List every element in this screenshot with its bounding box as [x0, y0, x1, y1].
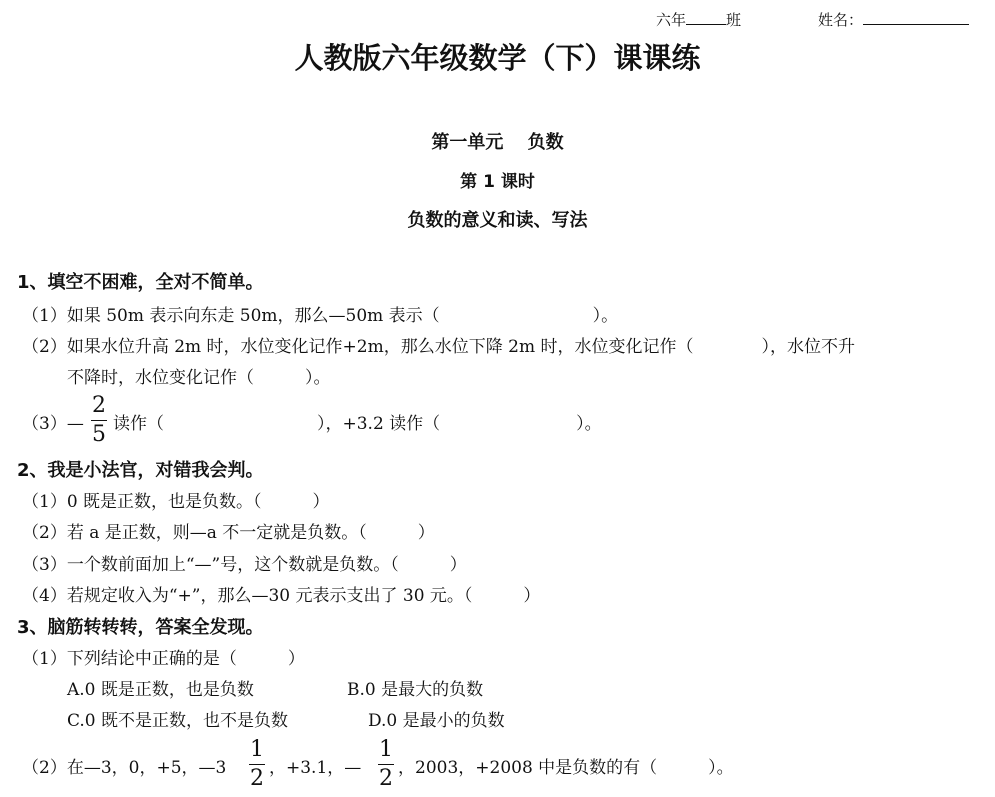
- section1-question-1: （1）如果 50m 表示向东走 50m，那么—50m 表示（ ）。: [22, 306, 619, 326]
- fraction-numerator: 2: [92, 393, 106, 418]
- class-field: [656, 9, 741, 30]
- section2-item: （3）一个数前面加上“—”号，这个数就是负数。（ ）: [22, 555, 467, 575]
- name-blank[interactable]: [863, 9, 969, 25]
- section3-question-2-part3: ，2003，+2008 中是负数的有（ ）。: [398, 758, 734, 778]
- section1-question-2-line2: 不降时，水位变化记作（ ）。: [67, 368, 331, 388]
- option-a: A.0 既是正数，也是负数: [67, 680, 254, 700]
- unit-title: 第一单元 负数: [431, 132, 564, 153]
- lesson-topic: 负数的意义和读、写法: [407, 210, 588, 231]
- fraction-bar: [91, 420, 107, 421]
- section1-question-3-prefix: （3）—: [22, 414, 84, 434]
- fraction-numerator: 1: [379, 737, 393, 762]
- grade-prefix: 六年: [656, 11, 687, 29]
- section1-question-3-rest: 读作（ ），+3.2 读作（ ）。: [113, 414, 602, 434]
- section3-heading: 3、脑筋转转转，答案全发现。: [17, 617, 264, 638]
- class-blank[interactable]: [686, 9, 726, 25]
- option-d: D.0 是最小的负数: [368, 711, 505, 731]
- section2-heading: 2、我是小法官，对错我会判。: [17, 460, 264, 481]
- name-label: 姓名：: [818, 11, 864, 29]
- fraction-bar: [378, 764, 394, 765]
- fraction-two-fifths: [91, 393, 107, 448]
- lesson-title: 第 1 课时: [460, 172, 535, 192]
- section3-question-2-part1: （2）在—3，0，+5，—3: [22, 758, 227, 778]
- option-b: B.0 是最大的负数: [347, 680, 484, 700]
- section2-item: （1）0 既是正数，也是负数。（ ）: [22, 492, 330, 512]
- fraction-one-half: [249, 737, 265, 792]
- page-title: 人教版六年级数学（下）课课练: [294, 41, 701, 75]
- fraction-bar: [249, 764, 265, 765]
- fraction-one-half: [378, 737, 394, 792]
- section2-item: （4）若规定收入为“+”，那么—30 元表示支出了 30 元。（ ）: [22, 586, 541, 606]
- fraction-denominator: 5: [92, 422, 106, 447]
- section1-heading: 1、填空不困难，全对不简单。: [17, 272, 264, 293]
- section3-question-2-part2: ，+3.1，—: [269, 758, 362, 778]
- option-c: C.0 既不是正数，也不是负数: [67, 711, 289, 731]
- name-field: [818, 9, 969, 30]
- section3-question-1: （1）下列结论中正确的是（ ）: [22, 649, 305, 669]
- fraction-numerator: 1: [250, 737, 264, 762]
- fraction-denominator: 2: [379, 766, 393, 791]
- class-suffix: 班: [726, 11, 742, 29]
- section2-item: （2）若 a 是正数，则—a 不一定就是负数。（ ）: [22, 523, 435, 543]
- fraction-denominator: 2: [250, 766, 264, 791]
- section1-question-2-line1: （2）如果水位升高 2m 时，水位变化记作+2m，那么水位下降 2m 时，水位变化记作（ ），水位不升: [22, 337, 855, 357]
